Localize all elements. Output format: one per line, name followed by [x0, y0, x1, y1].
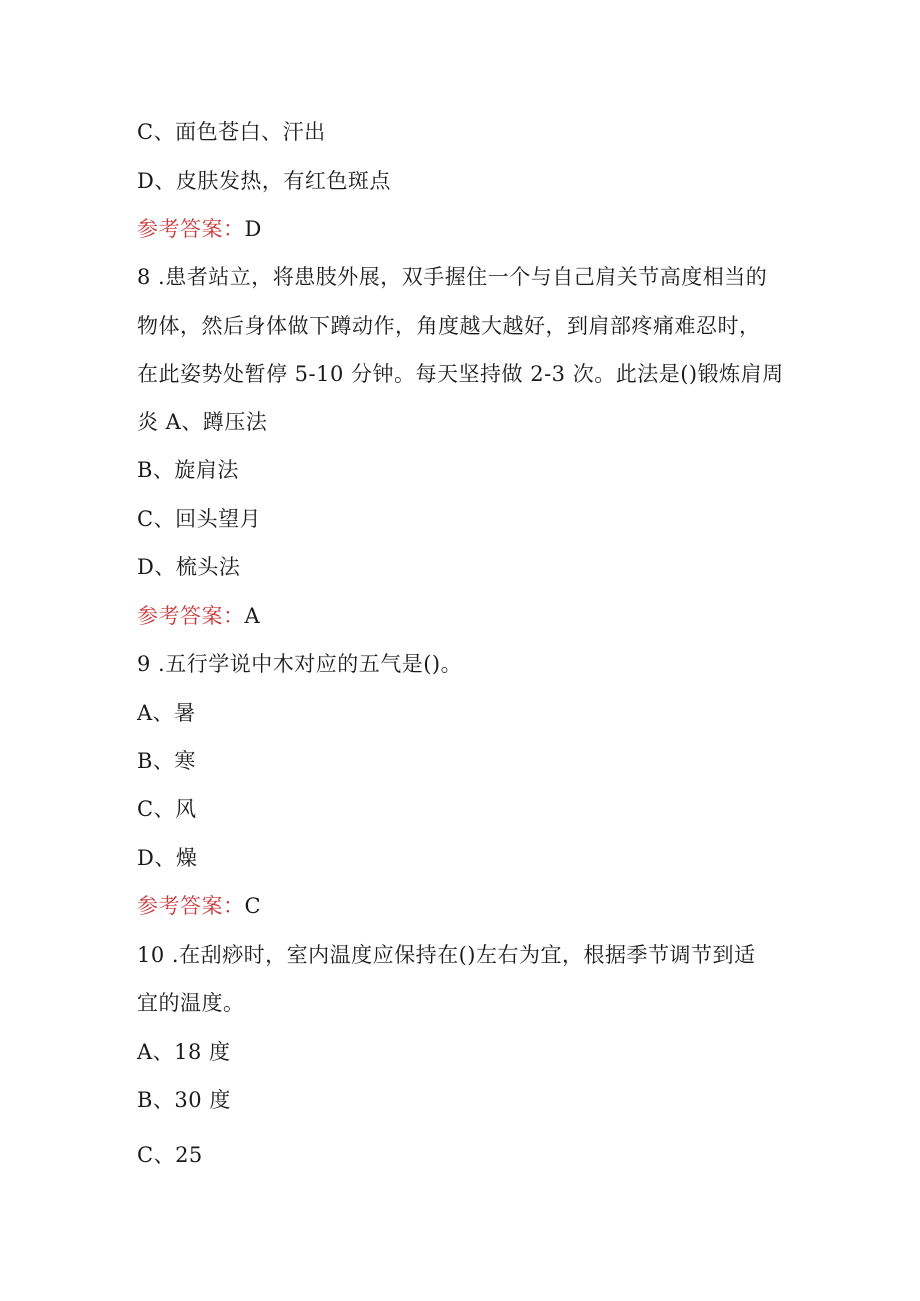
answer-value: C — [244, 894, 262, 918]
q9-option-d: D、燥 — [137, 846, 198, 870]
q10-stem-line-1: 10 .在刮痧时，室内温度应保持在()左右为宜，根据季节调节到适 — [137, 943, 756, 967]
q8-option-d: D、梳头法 — [137, 555, 241, 579]
q10-option-a: A、18 度 — [137, 1040, 231, 1064]
q10-stem-line-2: 宜的温度。 — [137, 991, 245, 1015]
q8-option-c: C、回头望月 — [137, 507, 262, 531]
q9-option-b: B、寒 — [137, 749, 196, 773]
q8-answer — [137, 601, 260, 631]
q8-stem-line-2: 物体，然后身体做下蹲动作，角度越大越好，到肩部疼痛难忍时， — [137, 314, 761, 338]
answer-label: 参考答案： — [137, 894, 245, 918]
q8-option-b: B、旋肩法 — [137, 458, 239, 482]
answer-label: 参考答案： — [137, 217, 245, 241]
q8-stem-line-3: 在此姿势处暂停 5-10 分钟。每天坚持做 2-3 次。此法是()锻炼肩周 — [137, 362, 784, 386]
q9-stem: 9 .五行学说中木对应的五气是()。 — [137, 652, 463, 676]
answer-value: A — [244, 604, 261, 628]
answer-value: D — [244, 217, 262, 241]
q10-option-b: B、30 度 — [137, 1088, 231, 1112]
q8-stem-line-4: 炎 A、蹲压法 — [137, 410, 268, 434]
q9-answer — [137, 891, 261, 921]
answer-label: 参考答案： — [137, 604, 245, 628]
q9-option-a: A、暑 — [137, 701, 196, 725]
q9-option-c: C、风 — [137, 797, 197, 821]
q10-option-c: C、25 — [137, 1143, 203, 1167]
q7-option-c: C、面色苍白、汗出 — [137, 120, 326, 144]
q8-stem-line-1: 8 .患者站立，将患肢外展，双手握住一个与自己肩关节高度相当的 — [137, 265, 768, 289]
q7-answer — [137, 214, 262, 244]
q7-option-d: D、皮肤发热，有红色斑点 — [137, 169, 391, 193]
